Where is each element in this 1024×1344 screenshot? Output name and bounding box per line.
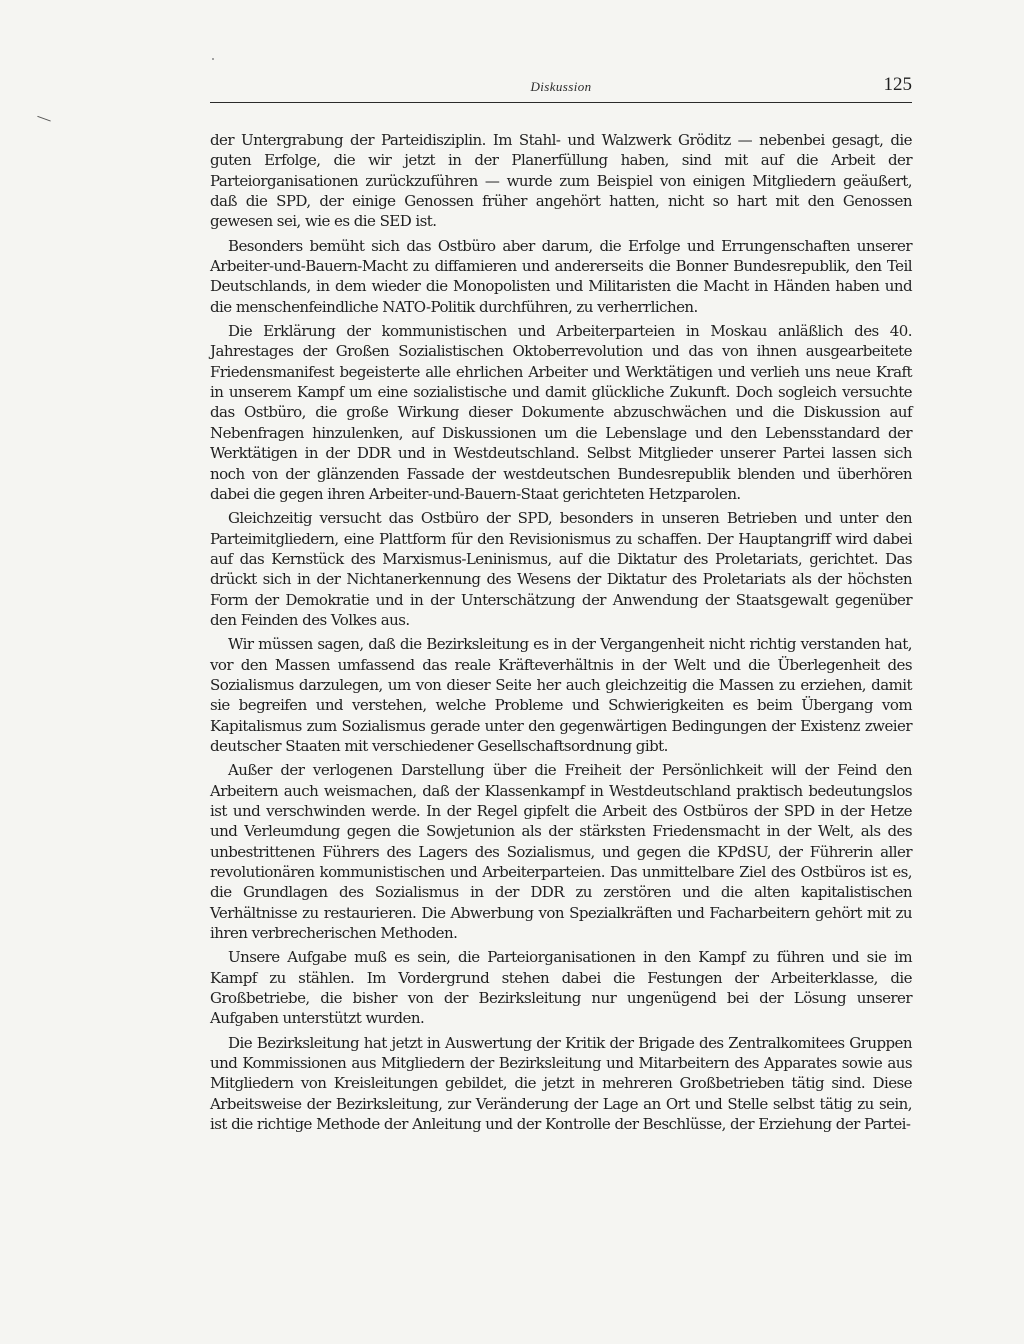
speck-mark bbox=[212, 58, 214, 60]
paragraph-2: Besonders bemüht sich das Ostbüro aber darum, die Erfolge und Errungenschaften unserer Arbeiter-und-Bauern-Macht zu diffamieren und andererseits die Bonner Bundesrepublik, den Teil Deutschlands, in dem wieder die Monopolisten und Militaristen die Macht in Händen haben und die menschenfeindliche NATO-Politik durchführen, zu verherrlichen. bbox=[210, 236, 912, 316]
margin-mark bbox=[35, 116, 51, 127]
paragraph-6: Außer der verlogenen Darstellung über die Freiheit der Persönlichkeit will der Feind den Arbeitern auch weismachen, daß der Klassenkampf in Westdeutschland praktisch bedeutungslos ist und verschwinden werde. In der Regel gipfelt die Arbeit des Ostbüros der SPD in der Hetze und Verleumdung gegen die Sowjetunion als der stärksten Friedensmacht in der Welt, als des unbestrittenen Führers des Lagers des Sozialismus, und gegen die KPdSU, der Führerin aller revolutionären kommunistischen und Arbeiterparteien. Das unmittelbare Ziel des Ostbüros ist es, die Grundlagen des Sozialismus in der DDR zu zerstören und die alten kapitalistischen Verhältnisse zu restaurieren. Die Abwerbung von Spezialkräften und Facharbeitern gehört mit zu ihren verbrecherischen Methoden. bbox=[210, 761, 912, 943]
paragraph-1: der Untergrabung der Parteidisziplin. Im Stahl- und Walzwerk Gröditz — nebenbei gesagt, die guten Erfolge, die wir jetzt in der Planerfüllung haben, sind mit auf die Arbeit der Parteiorganisationen zurückzuführen — wurde zum Beispiel von einigen Mitgliedern geäußert, daß die SPD, der einige Genossen früher angehört hatten, nicht so hart mit den Genossen gewesen sei, wie es die SED ist. bbox=[210, 131, 912, 231]
paragraph-8: Die Bezirksleitung hat jetzt in Auswertung der Kritik der Brigade des Zentralkomitees Gruppen und Kommissionen aus Mitgliedern der Bezirksleitung und Mitarbeitern des Apparates sowie aus Mitgliedern von Kreisleitungen gebildet, die jetzt in mehreren Großbetrieben tätig sind. Diese Arbeitsweise der Bezirksleitung, zur Veränderung der Lage an Ort und Stelle selbst tätig zu sein, ist die richtige Methode der Anleitung und der Kontrolle der Beschlüsse, der Erziehung der Partei- bbox=[210, 1033, 912, 1134]
paragraph-4: Gleichzeitig versucht das Ostbüro der SPD, besonders in unseren Betrieben und unter den Parteimitgliedern, eine Plattform für den Revisionismus zu schaffen. Der Hauptangriff wird dabei auf das Kernstück des Marxismus-Leninismus, auf die Diktatur des Proletariats, gerichtet. Das drückt sich in der Nichtanerkennung des Wesens der Diktatur des Proletariats als der höchsten Form der Demokratie und in der Unterschätzung der Anwendung der Staatsgewalt gegenüber den Feinden des Volkes aus. bbox=[210, 509, 912, 629]
paragraph-7: Unsere Aufgabe muß es sein, die Parteiorganisationen in den Kampf zu führen und sie im Kampf zu stählen. Im Vordergrund stehen dabei die Festungen der Arbeiterklasse, die Großbetriebe, die bisher von der Bezirksleitung nur ungenügend bei der Lösung unserer Aufgaben unterstützt wurden. bbox=[210, 948, 912, 1028]
running-header bbox=[210, 76, 912, 103]
body-text bbox=[210, 130, 912, 1139]
paragraph-3: Die Erklärung der kommunistischen und Arbeiterparteien in Moskau anläßlich des 40. Jahrestages der Großen Sozialistischen Oktoberrevolution und das von ihnen ausgearbeitete Friedensmanifest begeisterte alle ehrlichen Arbeiter und Werktätigen und verlieh uns neue Kraft in unserem Kampf um eine sozialistische und damit glückliche Zukunft. Doch sogleich versuchte das Ostbüro, die große Wirkung dieser Dokumente abzuschwächen und die Diskussion auf Nebenfragen hinzulenken, auf Diskussionen um die Lebenslage und den Lebensstandard der Werktätigen in der DDR und in Westdeutschland. Selbst Mitglieder unserer Partei lassen sich noch von der glänzenden Fassade der westdeutschen Bundesrepublik blenden und überhören dabei die gegen ihren Arbeiter-und-Bauern-Staat gerichteten Hetzparolen. bbox=[210, 322, 912, 503]
paragraph-5: Wir müssen sagen, daß die Bezirksleitung es in der Vergangenheit nicht richtig verstanden hat, vor den Massen umfassend das reale Kräfteverhältnis in der Welt und die Überlegenheit des Sozialismus darzulegen, um von dieser Seite her auch gleichzeitig die Massen zu erziehen, damit sie begreifen und verstehen, welche Probleme und Schwierigkeiten es beim Übergang vom Kapitalismus zum Sozialismus gerade unter den gegenwärtigen Bedingungen der Existenz zweier deutscher Staaten mit verschiedener Gesellschaftsordnung gibt. bbox=[210, 635, 912, 755]
running-title: Diskussion bbox=[530, 79, 592, 94]
page-number: 125 bbox=[883, 74, 912, 95]
